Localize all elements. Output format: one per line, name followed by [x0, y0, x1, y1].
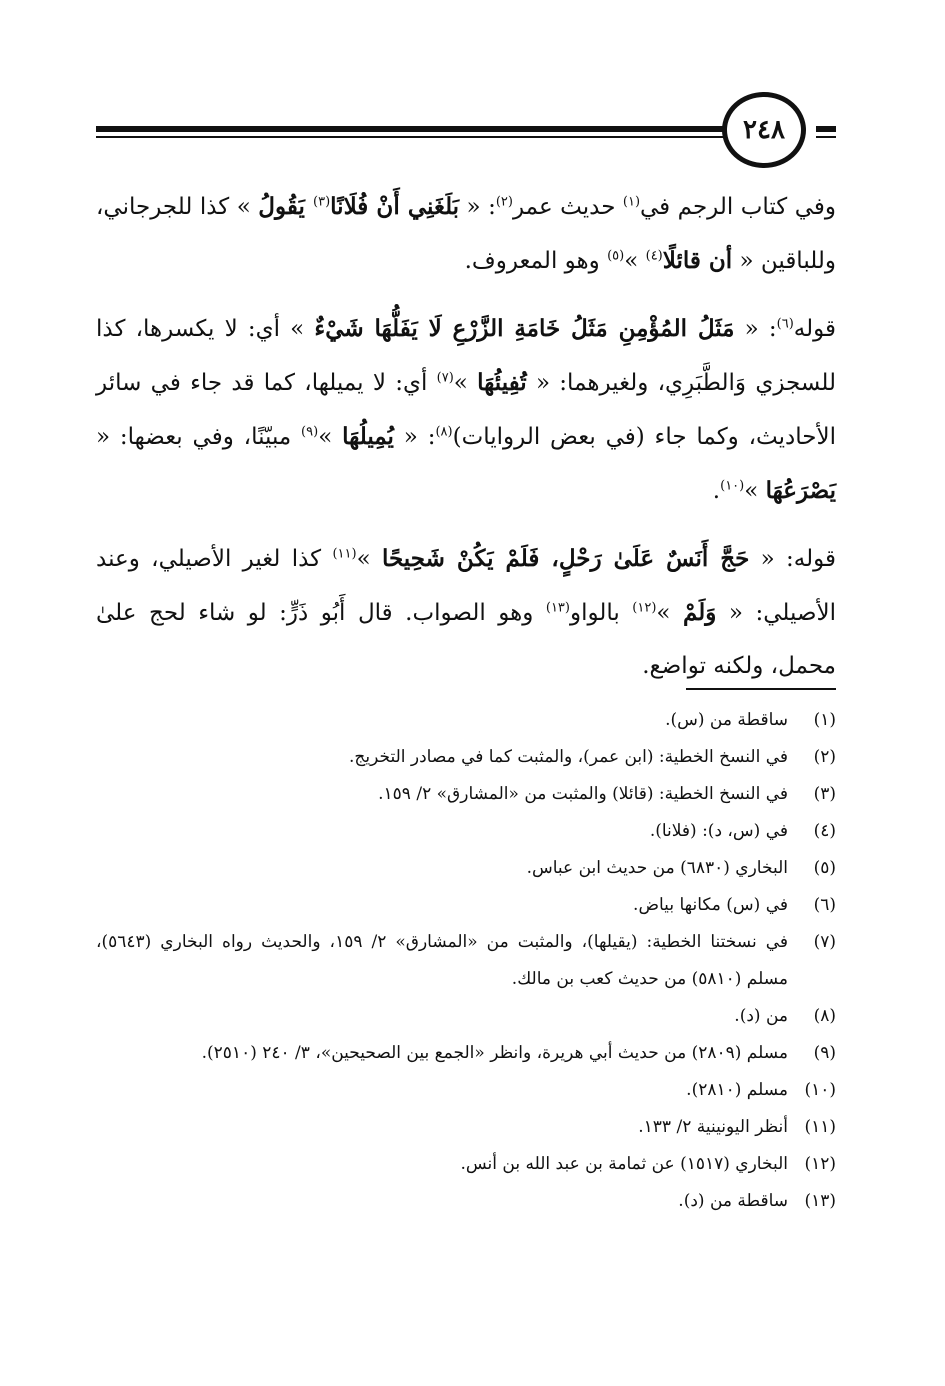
page-header — [96, 88, 836, 178]
hadith-quote: يُمِيلُهَا — [342, 423, 394, 450]
footnote — [96, 1035, 836, 1072]
text-run: » كذا للجرجاني، وللباقين « — [96, 194, 836, 274]
footnotes — [96, 702, 836, 1220]
hadith-quote: مَثَلُ المُؤْمِنِ مَثَلُ خَامَةِ الزَّرْعِ لَا يَفَلُّهَا شَيْءٌ — [314, 315, 735, 342]
text-run: » — [744, 478, 766, 504]
footnote-ref: (٨) — [435, 424, 453, 440]
text-run: كذا لغير الأصيلي، وعند الأصيلي: « — [96, 546, 836, 626]
hadith-quote: وَلَمْ — [682, 599, 717, 626]
footnote — [96, 1146, 836, 1183]
text-run: . — [712, 478, 721, 504]
hadith-quote: يَقُولُ — [258, 193, 314, 220]
footnote-text: مسلم (٢٨١٠). — [686, 1080, 788, 1100]
hadith-quote: حَجَّ أَنَسٌ عَلَىٰ رَحْلٍ، فَلَمْ يَكُنْ شَحِيحًا — [381, 545, 750, 572]
footnote-number: (١) — [813, 710, 836, 730]
footnote-ref: (٩) — [301, 424, 319, 440]
footnote-ref: (٥) — [607, 248, 625, 264]
footnote-number: (١٠) — [804, 1080, 836, 1100]
footnote — [96, 998, 836, 1035]
footnote — [96, 1183, 836, 1220]
footnote-ref: (١١) — [332, 546, 357, 562]
footnote-separator — [686, 688, 836, 690]
footnote-text: في (س) مكانها بياض. — [633, 895, 788, 915]
footnote-text: في النسخ الخطية: (قائلا) والمثبت من «المشارق» ٢/ ١٥٩. — [378, 784, 788, 804]
text-run: : « — [393, 424, 436, 450]
footnote-number: (١٣) — [804, 1191, 836, 1211]
hadith-quote: يَصْرَعُهَا — [765, 477, 836, 504]
footnote — [96, 813, 836, 850]
text-run: : « — [459, 194, 496, 220]
text-run: » — [656, 600, 683, 626]
hadith-quote: بَلَغَنِي أَنْ فُلَانًا — [330, 193, 460, 220]
text-run: قوله: « — [749, 546, 836, 572]
footnote-text: البخاري (١٥١٧) عن ثمامة بن عبد الله بن أنس. — [460, 1154, 788, 1174]
footnote — [96, 1072, 836, 1109]
header-rule-thin — [96, 136, 736, 138]
footnote-ref: (٢) — [495, 194, 513, 210]
footnote-text: ساقطة من (س). — [665, 710, 788, 730]
footnote-number: (٤) — [813, 821, 836, 841]
footnote-ref: (٣) — [313, 194, 331, 210]
footnote-text: البخاري (٦٨٣٠) من حديث ابن عباس. — [526, 858, 788, 878]
footnote-number: (٩) — [813, 1043, 836, 1063]
footnote-ref: (٧) — [436, 370, 454, 386]
text-run: وفي كتاب الرجم في — [640, 194, 836, 220]
footnote-number: (١١) — [804, 1117, 836, 1137]
footnote-number: (٥) — [813, 858, 836, 878]
footnote-number: (٦) — [813, 895, 836, 915]
footnote-ref: (١) — [622, 194, 641, 210]
paragraph — [96, 532, 836, 693]
header-rule-thick — [96, 126, 736, 132]
text-run: مبيّنًا، وفي بعضها: « — [96, 424, 302, 450]
text-run: وهو الصواب. قال أَبُو ذَرٍّ: لو شاء لحج علىٰ محمل، ولكنه تواضع. — [96, 600, 836, 679]
footnote-ref: (١٣) — [545, 600, 570, 616]
text-run: وهو المعروف. — [464, 248, 608, 274]
text-run: » — [356, 546, 382, 572]
footnote-ref: (١٢) — [632, 600, 657, 616]
main-text — [96, 180, 836, 707]
text-run: قوله — [793, 316, 836, 342]
footnote-number: (٢) — [813, 747, 836, 767]
footnote-text: من (د). — [734, 1006, 788, 1026]
header-rule-right-thin — [816, 136, 836, 138]
footnote — [96, 850, 836, 887]
text-run: : « — [734, 316, 777, 342]
footnote — [96, 924, 836, 998]
footnote-text: في (س، د): (فلانا). — [649, 821, 788, 841]
footnote-ref: (١٠) — [720, 478, 745, 494]
hadith-quote: أن قائلًا — [662, 247, 733, 274]
footnote-text: في النسخ الخطية: (ابن عمر)، والمثبت كما في مصادر التخريج. — [349, 747, 788, 767]
paragraph — [96, 302, 836, 518]
text-run: » — [453, 370, 478, 396]
page-number: ٢٤٨ — [722, 92, 806, 168]
text-run: حديث عمر — [512, 194, 623, 220]
footnote-text: ساقطة من (د). — [678, 1191, 788, 1211]
text-run: » — [624, 248, 646, 274]
footnote-ref: (٤) — [645, 248, 663, 264]
footnote — [96, 1109, 836, 1146]
header-rule-right — [816, 126, 836, 132]
footnote-text: في نسختنا الخطية: (يقيلها)، والمثبت من «المشارق» ٢/ ١٥٩، والحديث رواه البخاري (٥٦٤٣)، مسلم (٥٨١٠) من حديث كعب بن مالك. — [96, 932, 788, 989]
text-run: » أي: لا يكسرها، كذا للسجزي وَالطَّبَرِي، ولغيرهما: « — [96, 316, 836, 396]
footnote — [96, 776, 836, 813]
footnote-number: (٣) — [813, 784, 836, 804]
footnote — [96, 739, 836, 776]
footnote-number: (١٢) — [804, 1154, 836, 1174]
text-run: » — [318, 424, 343, 450]
footnote — [96, 702, 836, 739]
footnote-text: مسلم (٢٨٠٩) من حديث أبي هريرة، وانظر «الجمع بين الصحيحين»، ٣/ ٢٤٠ (٢٥١٠). — [201, 1043, 788, 1063]
footnote-text: أنظر اليونينية ٢/ ١٣٣. — [638, 1117, 788, 1137]
paragraph — [96, 180, 836, 288]
footnote-number: (٨) — [813, 1006, 836, 1026]
hadith-quote: تُفِيئُهَا — [477, 369, 527, 396]
footnote-number: (٧) — [813, 932, 836, 952]
text-run: بالواو — [569, 600, 633, 626]
footnote — [96, 887, 836, 924]
text-run: أي: لا يميلها، كما قد جاء في سائر الأحاديث، وكما جاء (في بعض الروايات) — [96, 370, 836, 450]
footnote-ref: (٦) — [776, 316, 794, 332]
